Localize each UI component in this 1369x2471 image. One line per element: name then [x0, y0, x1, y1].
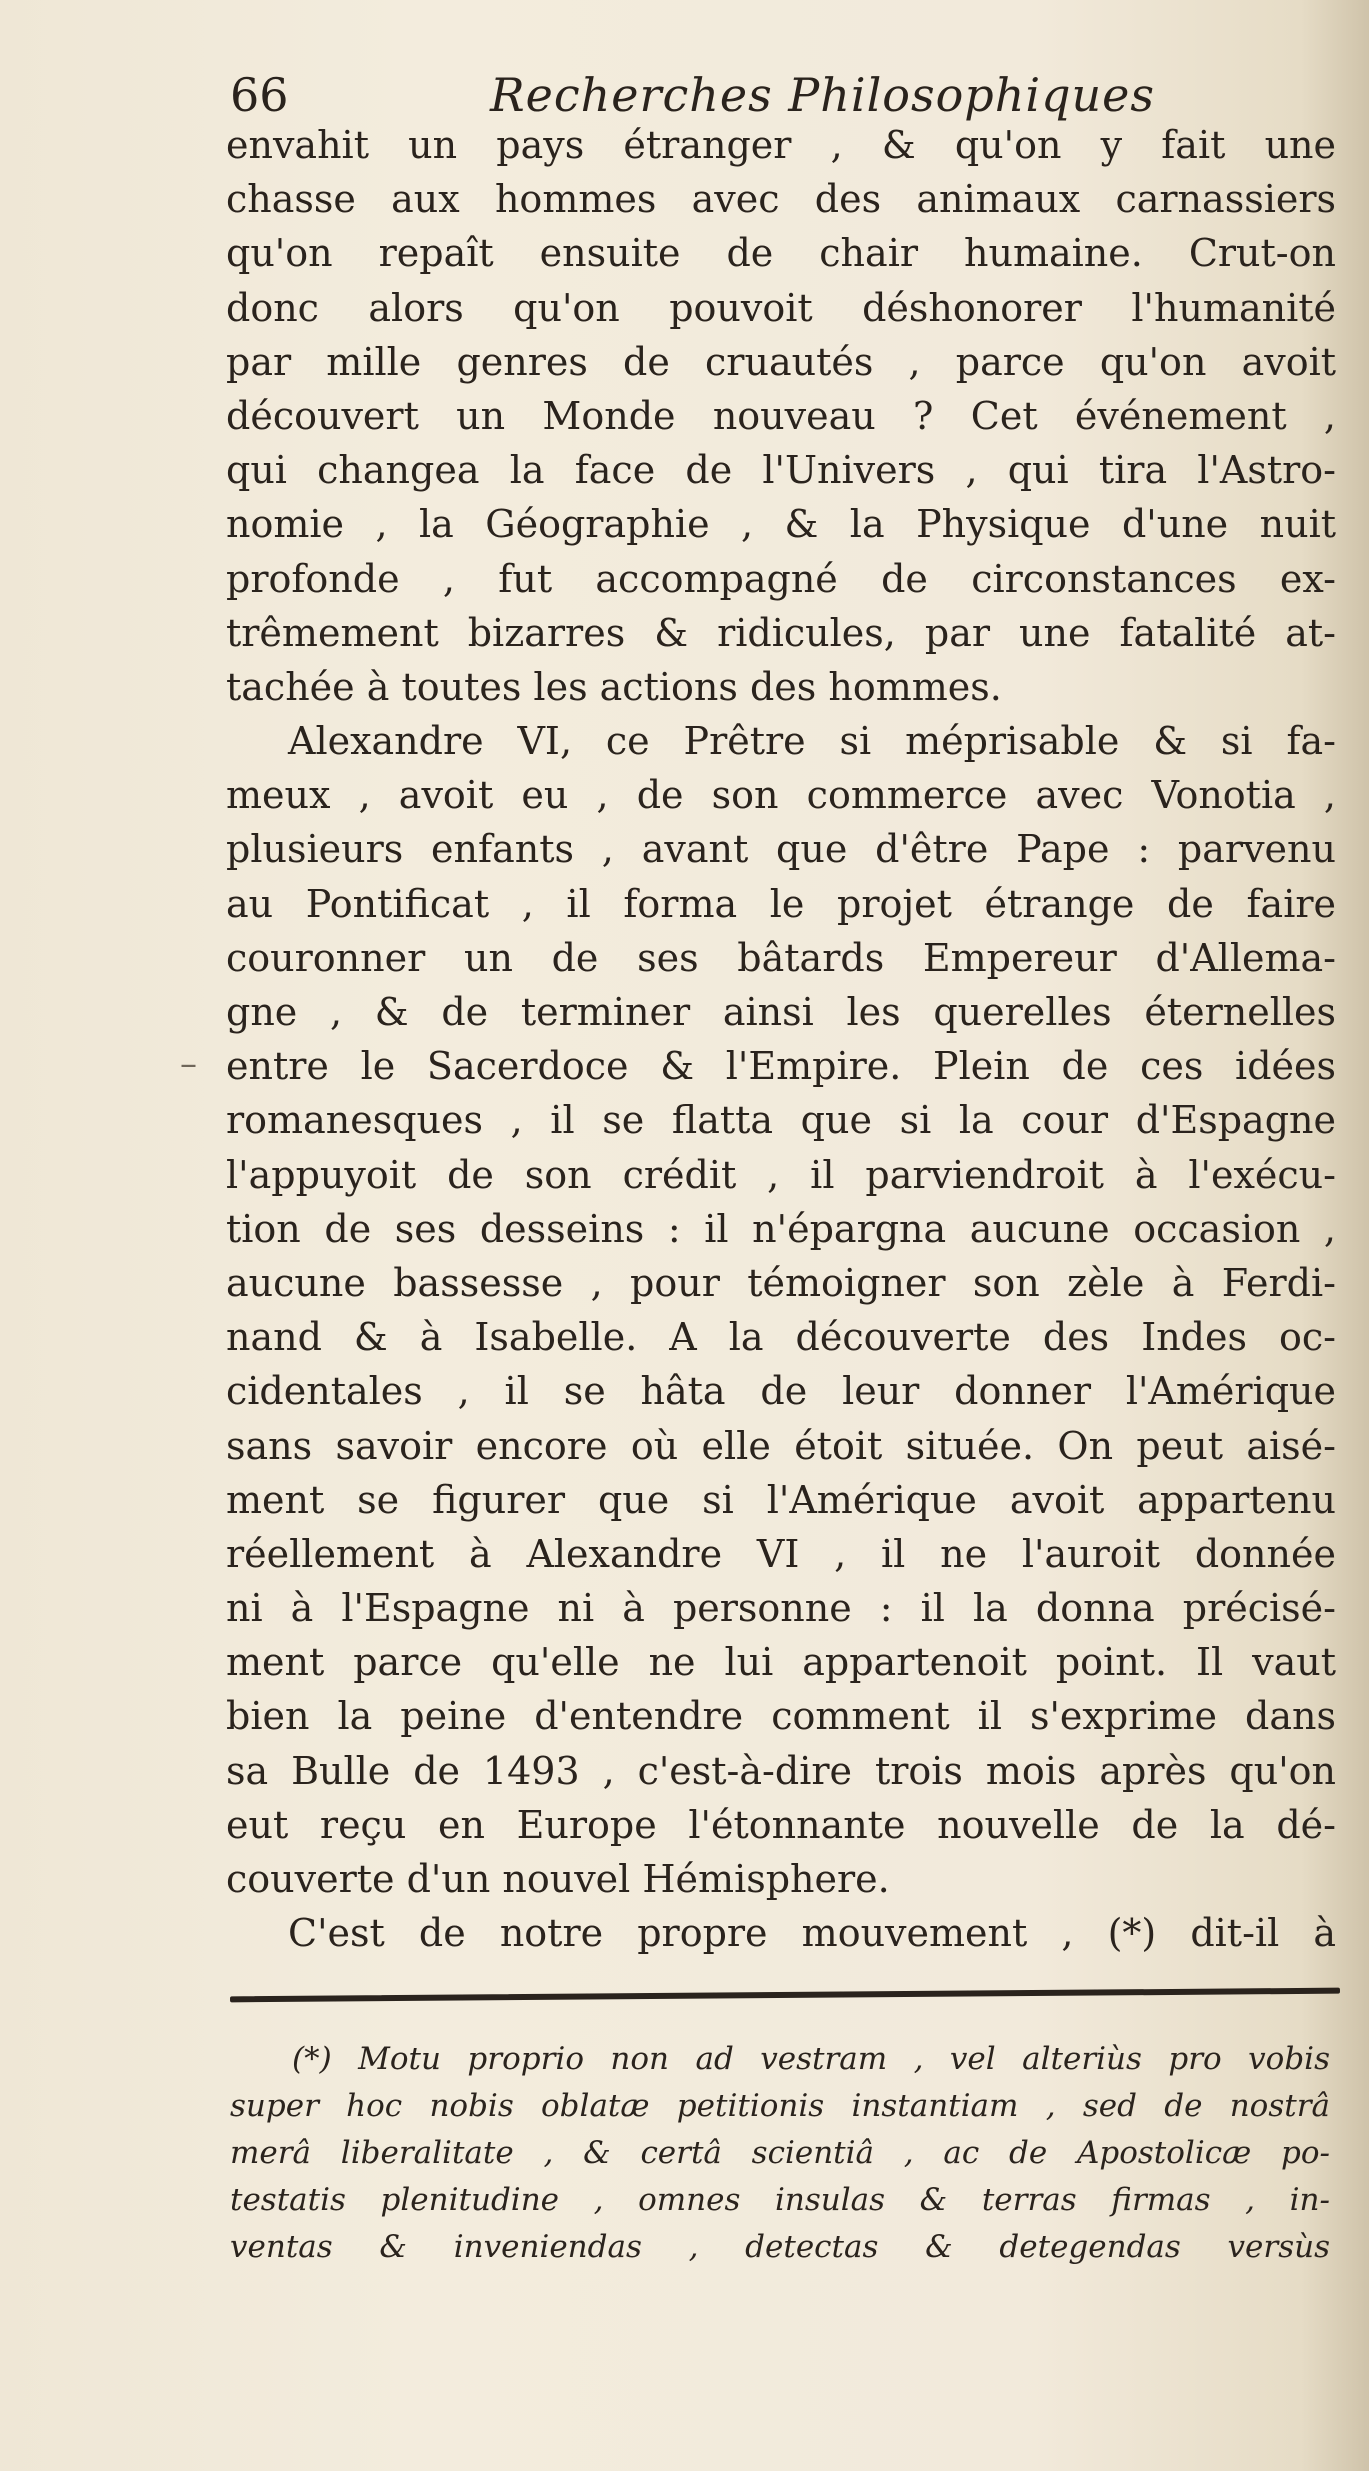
text-line: découvert un Monde nouveau ? Cet événement ,: [226, 393, 1336, 438]
text-line: tion de ses desseins : il n'épargna aucune occasion ,: [226, 1206, 1336, 1251]
footnote-line: ventas & inveniendas , detectas & detegendas versùs: [230, 2229, 1330, 2265]
text-line: qu'on repaît ensuite de chair humaine. Crut-on: [226, 231, 1336, 276]
footnote-rule: [230, 1988, 1340, 2003]
text-line: couronner un de ses bâtards Empereur d'Allema-: [226, 935, 1336, 980]
text-line: trêmement bizarres & ridicules, par une fatalité at-: [226, 610, 1336, 655]
text-line: au Pontificat , il forma le projet étrange de faire: [226, 881, 1336, 926]
text-line: entre le Sacerdoce & l'Empire. Plein de ces idées: [226, 1044, 1336, 1089]
page-number: 66: [230, 68, 289, 122]
text-line: ni à l'Espagne ni à personne : il la donna précisé-: [226, 1586, 1336, 1631]
text-line: meux , avoit eu , de son commerce avec Vonotia ,: [226, 773, 1336, 818]
running-title: Recherches Philosophiques: [490, 68, 1155, 122]
footnote-line: testatis plenitudine , omnes insulas & terras firmas , in-: [230, 2182, 1330, 2218]
text-line: nomie , la Géographie , & la Physique d'une nuit: [226, 502, 1336, 547]
footnote-line: merâ liberalitate , & certâ scientiâ , ac de Apostolicæ po-: [230, 2135, 1330, 2171]
footnote-line: (*) Motu proprio non ad vestram , vel alteriùs pro vobis: [292, 2041, 1330, 2077]
text-line: donc alors qu'on pouvoit déshonorer l'humanité: [226, 285, 1336, 330]
text-line: nand & à Isabelle. A la découverte des Indes oc-: [226, 1315, 1336, 1360]
text-line: aucune bassesse , pour témoigner son zèle à Ferdi-: [226, 1260, 1336, 1305]
text-line: tachée à toutes les actions des hommes.: [226, 664, 1002, 709]
text-line: l'appuyoit de son crédit , il parviendroit à l'exécu-: [226, 1152, 1336, 1197]
text-line: par mille genres de cruautés , parce qu'on avoit: [226, 339, 1336, 384]
text-line: sa Bulle de 1493 , c'est-à-dire trois mois après qu'on: [226, 1748, 1336, 1793]
text-line: bien la peine d'entendre comment il s'exprime dans: [226, 1694, 1336, 1739]
text-line: gne , & de terminer ainsi les querelles éternelles: [226, 990, 1336, 1034]
text-line: eut reçu en Europe l'étonnante nouvelle de la dé-: [226, 1802, 1336, 1847]
text-line: profonde , fut accompagné de circonstances ex-: [226, 556, 1336, 601]
footnote-line: super hoc nobis oblatæ petitionis instantiam , sed de nostrâ: [230, 2088, 1330, 2124]
text-line: chasse aux hommes avec des animaux carnassiers: [226, 177, 1336, 222]
text-line: romanesques , il se flatta que si la cour d'Espagne: [226, 1098, 1336, 1143]
body-text: [226, 118, 1336, 1960]
text-line: cidentales , il se hâta de leur donner l'Amérique: [226, 1369, 1336, 1414]
text-line: ment parce qu'elle ne lui appartenoit point. Il vaut: [226, 1640, 1336, 1685]
text-line: Alexandre VI, ce Prêtre si méprisable & si fa-: [288, 719, 1336, 764]
text-line: sans savoir encore où elle étoit située. On peut aisé-: [226, 1423, 1336, 1468]
footnote: [230, 2036, 1330, 2271]
margin-mark: –: [180, 1044, 197, 1084]
text-line: envahit un pays étranger , & qu'on y fait une: [226, 123, 1336, 167]
text-line: réellement à Alexandre VI , il ne l'auroit donnée: [226, 1531, 1336, 1576]
text-line: plusieurs enfants , avant que d'être Pape : parvenu: [226, 827, 1336, 872]
text-line: ment se figurer que si l'Amérique avoit appartenu: [226, 1477, 1336, 1522]
text-line: C'est de notre propre mouvement , (*) dit-il à: [288, 1911, 1336, 1956]
text-line: qui changea la face de l'Univers , qui tira l'Astro-: [226, 448, 1336, 493]
text-line: couverte d'un nouvel Hémisphere.: [226, 1857, 890, 1901]
